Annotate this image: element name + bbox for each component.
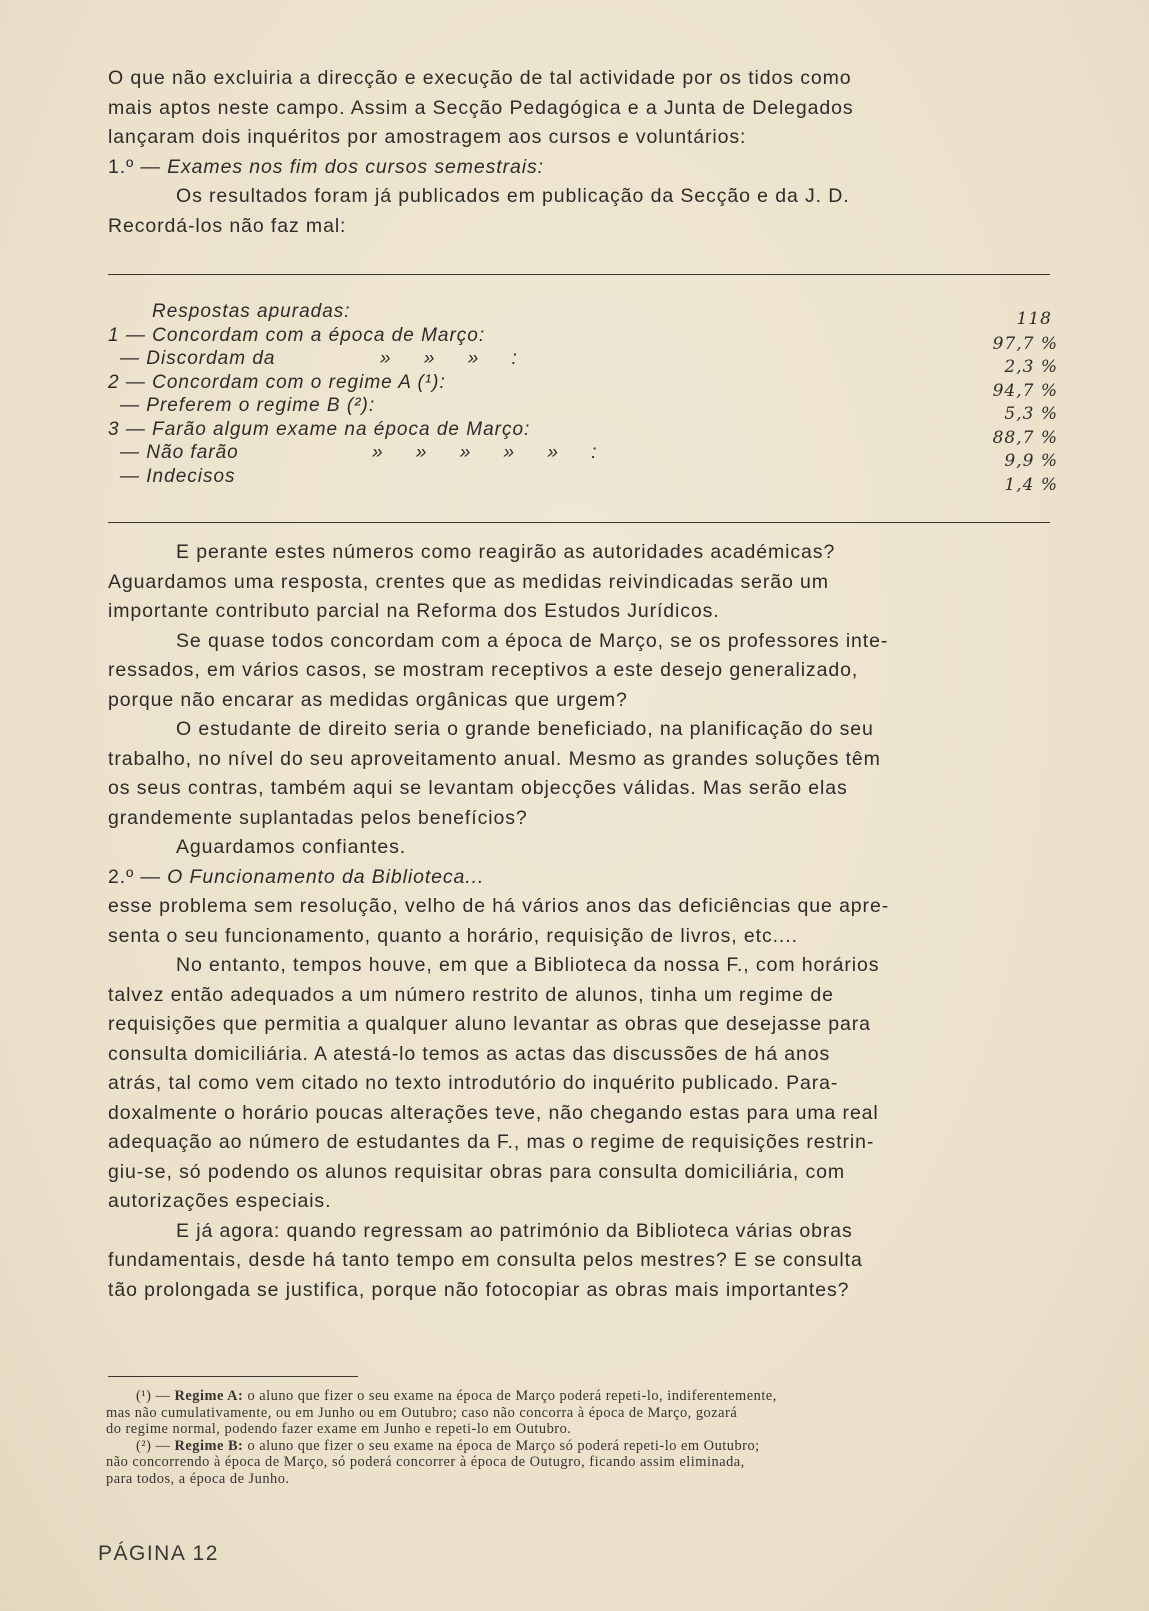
text-line: porque não encarar as medidas orgânicas que urgem?	[108, 688, 628, 711]
text-line: esse problema sem resolução, velho de há vários anos das deficiências que apre-	[108, 895, 890, 917]
text-line: lançaram dois inquéritos por amostragem aos cursos e voluntários:	[108, 126, 747, 148]
result-row	[108, 418, 1058, 448]
result-row	[108, 371, 1058, 401]
text-line: do regime normal, podendo fazer exame em Junho e repeti-lo em Outubro.	[106, 1421, 572, 1437]
text-line: Aguardamos uma resposta, crentes que as medidas reivindicadas serão um	[108, 570, 829, 593]
text-line: grandemente suplantadas pelos benefícios?	[108, 806, 528, 829]
text-line: requisições que permitia a qualquer aluno levantar as obras que desejasse para	[108, 1013, 871, 1035]
paragraph	[108, 1217, 1048, 1306]
ditto-marks: » » » » » :	[372, 442, 611, 463]
body-section	[108, 538, 1048, 1305]
result-value: 94,7 %	[992, 380, 1058, 401]
result-row	[108, 394, 1058, 424]
text-line: adequação ao número de estudantes da F., mas o regime de requisições restrin-	[108, 1131, 875, 1153]
text-line: ressados, em vários casos, se mostram receptivos a este desejo generalizado,	[108, 659, 859, 681]
section1-text	[108, 182, 1048, 241]
text-line: Se quase todos concordam com a época de Março, se os professores inte-	[176, 629, 889, 652]
result-label: 2 — Concordam com o regime A (¹):	[108, 371, 446, 393]
divider-top	[108, 274, 1050, 275]
text-line: O que não excluiria a direcção e execução de tal actividade por os tidos como	[108, 67, 852, 89]
result-value: 2,3 %	[1004, 357, 1058, 377]
result-row	[108, 465, 1058, 495]
text-line: mas não cumulativamente, ou em Junho ou em Outubro; caso não concorra à época de Março, gozará	[106, 1404, 738, 1421]
result-label: 3 — Farão algum exame na época de Março:	[108, 418, 531, 440]
text-line: não concorrendo à época de Março, só poderá concorrer à época de Outugro, ficando assim eliminada,	[106, 1454, 745, 1470]
result-label: — Não farão	[120, 442, 239, 463]
text-line: E perante estes números como reagirão as autoridades académicas?	[176, 541, 836, 563]
text-line: Os resultados foram já publicados em publicação da Secção e da J. D.	[176, 185, 850, 207]
text-line: Recordá-los não faz mal:	[108, 214, 347, 237]
text-line: autorizações especiais.	[108, 1190, 332, 1212]
divider-bottom	[108, 522, 1050, 523]
text-line: E já agora: quando regressam ao património da Biblioteca várias obras	[176, 1219, 853, 1242]
text-line: mais aptos neste campo. Assim a Secção Pedagógica e a Junta de Delegados	[108, 96, 854, 119]
result-label: 1 — Concordam com a época de Março:	[108, 324, 486, 346]
results-heading: Respostas apuradas:	[152, 301, 351, 322]
result-label: — Discordam da	[120, 348, 276, 369]
footnotes	[106, 1388, 1042, 1487]
paragraph	[108, 951, 1048, 1217]
result-row	[108, 441, 1058, 471]
result-label: — Indecisos	[120, 465, 236, 487]
result-label: — Preferem o regime B (²):	[120, 395, 376, 416]
result-row	[108, 324, 1058, 354]
text-line: trabalho, no nível do seu aproveitamento anual. Mesmo as grandes soluções têm	[108, 747, 881, 770]
footnote-rule	[108, 1376, 358, 1377]
text-line: giu-se, só podendo os alunos requisitar obras para consulta domiciliária, com	[108, 1160, 845, 1183]
paragraph	[108, 627, 1048, 716]
section2-heading: 2.º — O Funcionamento da Biblioteca...	[108, 865, 485, 888]
text-line: atrás, tal como vem citado no texto introdutório do inquérito publicado. Para-	[108, 1072, 839, 1094]
survey-results	[108, 300, 1058, 495]
text-line: doxalmente o horário poucas alterações teve, não chegando estas para uma real	[108, 1101, 879, 1124]
text-line: os seus contras, também aqui se levantam objecções válidas. Mas serão elas	[108, 777, 848, 799]
text-line: consulta domiciliária. A atestá-lo temos as actas das discussões de há anos	[108, 1042, 831, 1065]
result-value: 88,7 %	[992, 427, 1058, 448]
results-total: 118	[1016, 309, 1052, 329]
paragraph	[108, 892, 1048, 951]
text-line: talvez então adequados a um número restrito de alunos, tinha um regime de	[108, 983, 834, 1006]
result-row	[108, 347, 1058, 377]
intro-paragraph	[108, 64, 1048, 241]
result-value: 97,7 %	[992, 333, 1058, 354]
section1-heading: 1.º — Exames nos fim dos cursos semestrais:	[108, 155, 544, 178]
text-line: fundamentais, desde há tanto tempo em consulta pelos mestres? E se consulta	[108, 1249, 863, 1271]
text-line: O estudante de direito seria o grande beneficiado, na planificação do seu	[176, 718, 874, 740]
results-heading-row	[108, 300, 1058, 329]
text-line: senta o seu funcionamento, quanto a horário, requisição de livros, etc....	[108, 924, 798, 947]
result-value: 5,3 %	[1004, 404, 1058, 424]
text-line: importante contributo parcial na Reforma dos Estudos Jurídicos.	[108, 600, 720, 622]
ditto-marks: » » » :	[380, 348, 531, 369]
text-line: No entanto, tempos houve, em que a Biblioteca da nossa F., com horários	[176, 954, 880, 976]
text-line: tão prolongada se justifica, porque não fotocopiar as obras mais importantes?	[108, 1278, 850, 1301]
paragraph	[108, 833, 1048, 863]
paragraph	[108, 538, 1048, 627]
footnote-2: (²) — Regime B: o aluno que fizer o seu exame na época de Março só poderá repeti-lo em Outubro;	[136, 1437, 760, 1454]
result-value: 1,4 %	[1004, 474, 1058, 495]
paragraph	[108, 715, 1048, 833]
result-value: 9,9 %	[1004, 451, 1058, 471]
page-number: PÁGINA 12	[98, 1542, 219, 1565]
footnote-1: (¹) — Regime A: o aluno que fizer o seu exame na época de Março poderá repeti-lo, indiferentemente,	[136, 1388, 777, 1404]
text-line: para todos, a época de Junho.	[106, 1470, 290, 1487]
text-line: Aguardamos confiantes.	[176, 836, 407, 858]
